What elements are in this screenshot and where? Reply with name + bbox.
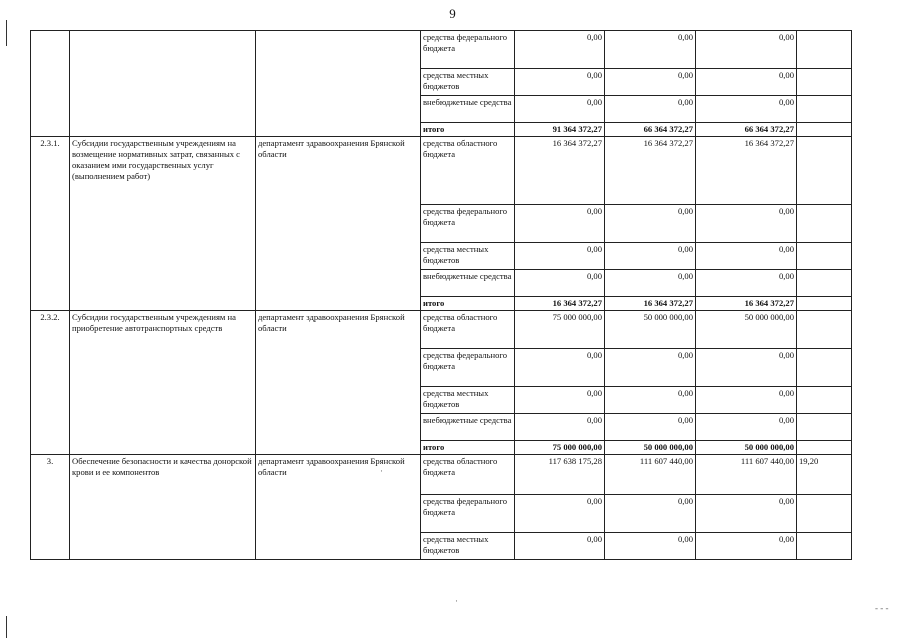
scan-dot: · xyxy=(455,596,458,606)
value-1: 0,00 xyxy=(515,96,605,123)
value-1: 75 000 000,00 xyxy=(515,441,605,455)
item-executor: департамент здравоохранения Брянской области xyxy=(256,455,421,560)
value-2: 0,00 xyxy=(605,495,696,533)
value-3: 50 000 000,00 xyxy=(696,311,797,349)
value-3: 0,00 xyxy=(696,533,797,560)
value-1: 75 000 000,00 xyxy=(515,311,605,349)
funding-source: средства местных бюджетов xyxy=(421,533,515,560)
note-cell xyxy=(797,441,852,455)
name-cell xyxy=(70,31,256,137)
table-row xyxy=(31,311,852,349)
funding-source: внебюджетные средства xyxy=(421,270,515,297)
funding-source: внебюджетные средства xyxy=(421,96,515,123)
note-cell xyxy=(797,387,852,414)
funding-source: средства областного бюджета xyxy=(421,311,515,349)
value-2: 0,00 xyxy=(605,414,696,441)
value-2: 50 000 000,00 xyxy=(605,311,696,349)
note-cell xyxy=(797,137,852,205)
margin-mark xyxy=(6,20,7,46)
value-2: 16 364 372,27 xyxy=(605,297,696,311)
value-3: 0,00 xyxy=(696,495,797,533)
value-2: 0,00 xyxy=(605,387,696,414)
note-cell xyxy=(797,31,852,69)
value-2: 0,00 xyxy=(605,96,696,123)
value-2: 0,00 xyxy=(605,69,696,96)
funding-source: средства местных бюджетов xyxy=(421,69,515,96)
funding-source: внебюджетные средства xyxy=(421,414,515,441)
note-cell xyxy=(797,205,852,243)
value-1: 0,00 xyxy=(515,387,605,414)
value-1: 0,00 xyxy=(515,495,605,533)
note-cell xyxy=(797,123,852,137)
funding-source: средства областного бюджета xyxy=(421,137,515,205)
page-number: 9 xyxy=(449,6,456,21)
funding-source: средства местных бюджетов xyxy=(421,387,515,414)
value-2: 111 607 440,00 xyxy=(605,455,696,495)
value-1: 0,00 xyxy=(515,205,605,243)
value-3: 66 364 372,27 xyxy=(696,123,797,137)
item-number: 3. xyxy=(31,455,70,560)
value-1: 0,00 xyxy=(515,31,605,69)
value-1: 0,00 xyxy=(515,69,605,96)
budget-table xyxy=(30,30,852,560)
value-2: 0,00 xyxy=(605,533,696,560)
value-3: 0,00 xyxy=(696,414,797,441)
funding-source: итого xyxy=(421,441,515,455)
margin-mark xyxy=(6,616,7,638)
value-1: 16 364 372,27 xyxy=(515,137,605,205)
item-number: 2.3.2. xyxy=(31,311,70,455)
value-2: 0,00 xyxy=(605,349,696,387)
scan-dot: · xyxy=(380,466,383,476)
value-3: 0,00 xyxy=(696,387,797,414)
note-cell: 19,20 xyxy=(797,455,852,495)
value-1: 117 638 175,28 xyxy=(515,455,605,495)
value-2: 0,00 xyxy=(605,205,696,243)
value-2: 0,00 xyxy=(605,270,696,297)
value-3: 16 364 372,27 xyxy=(696,297,797,311)
value-2: 0,00 xyxy=(605,243,696,270)
note-cell xyxy=(797,297,852,311)
value-3: 0,00 xyxy=(696,96,797,123)
note-cell xyxy=(797,96,852,123)
note-cell xyxy=(797,243,852,270)
value-1: 0,00 xyxy=(515,349,605,387)
item-executor: департамент здравоохранения Брянской области xyxy=(256,311,421,455)
value-3: 0,00 xyxy=(696,349,797,387)
value-3: 0,00 xyxy=(696,31,797,69)
number-cell xyxy=(31,31,70,137)
item-name: Субсидии государственным учреждениям на возмещение нормативных затрат, связанных с оказанием ими государственных услуг (выполнением работ) xyxy=(70,137,256,311)
value-3: 0,00 xyxy=(696,205,797,243)
value-1: 16 364 372,27 xyxy=(515,297,605,311)
value-3: 0,00 xyxy=(696,243,797,270)
note-cell xyxy=(797,495,852,533)
item-name: Обеспечение безопасности и качества донорской крови и ее компонентов xyxy=(70,455,256,560)
value-1: 0,00 xyxy=(515,270,605,297)
value-1: 0,00 xyxy=(515,533,605,560)
note-cell xyxy=(797,533,852,560)
note-cell xyxy=(797,270,852,297)
value-2: 66 364 372,27 xyxy=(605,123,696,137)
value-3: 0,00 xyxy=(696,270,797,297)
value-3: 111 607 440,00 xyxy=(696,455,797,495)
value-1: 91 364 372,27 xyxy=(515,123,605,137)
note-cell xyxy=(797,414,852,441)
item-name: Субсидии государственным учреждениям на приобретение автотранспортных средств xyxy=(70,311,256,455)
value-2: 50 000 000,00 xyxy=(605,441,696,455)
note-cell xyxy=(797,349,852,387)
note-cell xyxy=(797,311,852,349)
value-3: 16 364 372,27 xyxy=(696,137,797,205)
table-row xyxy=(31,455,852,495)
funding-source: средства областного бюджета xyxy=(421,455,515,495)
table-row xyxy=(31,31,852,69)
value-2: 16 364 372,27 xyxy=(605,137,696,205)
item-executor: департамент здравоохранения Брянской области xyxy=(256,137,421,311)
value-3: 50 000 000,00 xyxy=(696,441,797,455)
scan-dot: - - - xyxy=(875,603,889,613)
funding-source: средства местных бюджетов xyxy=(421,243,515,270)
funding-source: средства федерального бюджета xyxy=(421,205,515,243)
funding-source: средства федерального бюджета xyxy=(421,31,515,69)
value-2: 0,00 xyxy=(605,31,696,69)
funding-source: средства федерального бюджета xyxy=(421,495,515,533)
table-row xyxy=(31,137,852,205)
item-number: 2.3.1. xyxy=(31,137,70,311)
funding-source: итого xyxy=(421,123,515,137)
value-1: 0,00 xyxy=(515,414,605,441)
funding-source: итого xyxy=(421,297,515,311)
value-1: 0,00 xyxy=(515,243,605,270)
value-3: 0,00 xyxy=(696,69,797,96)
funding-source: средства федерального бюджета xyxy=(421,349,515,387)
executor-cell xyxy=(256,31,421,137)
note-cell xyxy=(797,69,852,96)
